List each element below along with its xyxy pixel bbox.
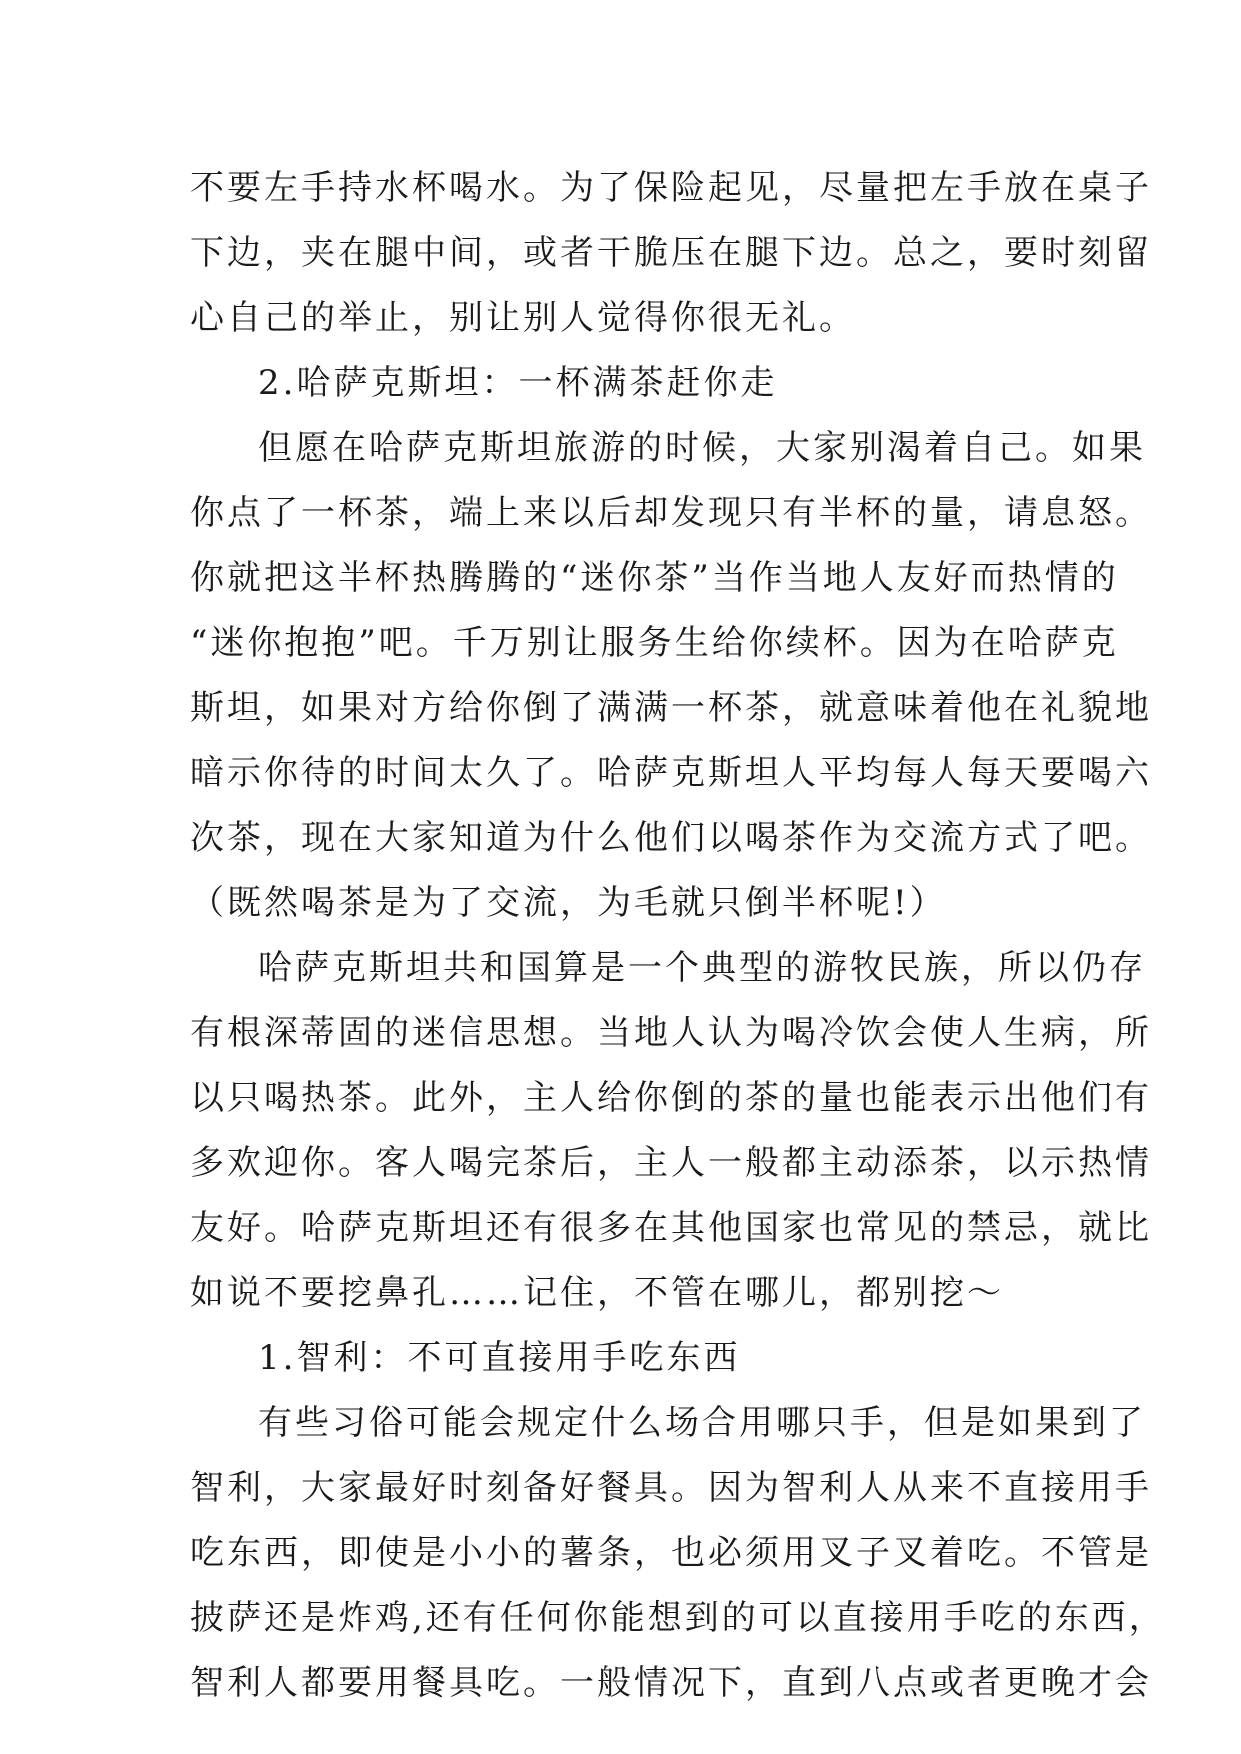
text-line: 不要左手持水杯喝水。为了保险起见，尽量把左手放在桌子 bbox=[190, 168, 1152, 208]
section-heading-kazakhstan: 2.哈萨克斯坦：一杯满茶赶你走 bbox=[258, 363, 778, 403]
text-line: 哈萨克斯坦共和国算是一个典型的游牧民族，所以仍存 bbox=[258, 948, 1146, 988]
text-line: 心自己的举止，别让别人觉得你很无礼。 bbox=[190, 298, 856, 338]
text-line: 多欢迎你。客人喝完茶后，主人一般都主动添茶，以示热情 bbox=[190, 1143, 1152, 1183]
text-line: 有些习俗可能会规定什么场合用哪只手，但是如果到了 bbox=[258, 1403, 1146, 1443]
text-line: 但愿在哈萨克斯坦旅游的时候，大家别渴着自己。如果 bbox=[258, 428, 1146, 468]
text-line: （既然喝茶是为了交流，为毛就只倒半杯呢!） bbox=[190, 883, 947, 923]
text-line: 斯坦，如果对方给你倒了满满一杯茶，就意味着他在礼貌地 bbox=[190, 688, 1152, 728]
text-line: 以只喝热茶。此外，主人给你倒的茶的量也能表示出他们有 bbox=[190, 1078, 1152, 1118]
text-line: 智利，大家最好时刻备好餐具。因为智利人从来不直接用手 bbox=[190, 1468, 1152, 1508]
document-body bbox=[190, 156, 1166, 1716]
text-line: 友好。哈萨克斯坦还有很多在其他国家也常见的禁忌，就比 bbox=[190, 1208, 1152, 1248]
text-line: “迷你抱抱”吧。千万别让服务生给你续杯。因为在哈萨克 bbox=[190, 623, 1119, 663]
text-line: 有根深蒂固的迷信思想。当地人认为喝冷饮会使人生病，所 bbox=[190, 1013, 1152, 1053]
text-line: 披萨还是炸鸡,还有任何你能想到的可以直接用手吃的东西， bbox=[190, 1598, 1166, 1638]
text-line: 吃东西，即使是小小的薯条，也必须用叉子叉着吃。不管是 bbox=[190, 1533, 1152, 1573]
text-line: 暗示你待的时间太久了。哈萨克斯坦人平均每人每天要喝六 bbox=[190, 753, 1152, 793]
text-line: 你就把这半杯热腾腾的“迷你茶”当作当地人友好而热情的 bbox=[190, 558, 1119, 598]
text-line: 智利人都要用餐具吃。一般情况下，直到八点或者更晚才会 bbox=[190, 1663, 1152, 1703]
section-heading-chile: 1.智利：不可直接用手吃东西 bbox=[258, 1338, 741, 1378]
text-line: 你点了一杯茶，端上来以后却发现只有半杯的量，请息怒。 bbox=[190, 493, 1152, 533]
text-line: 次茶，现在大家知道为什么他们以喝茶作为交流方式了吧。 bbox=[190, 818, 1152, 858]
text-line: 如说不要挖鼻孔……记住，不管在哪儿，都别挖～ bbox=[190, 1273, 1004, 1313]
text-line: 下边，夹在腿中间，或者干脆压在腿下边。总之，要时刻留 bbox=[190, 233, 1152, 273]
